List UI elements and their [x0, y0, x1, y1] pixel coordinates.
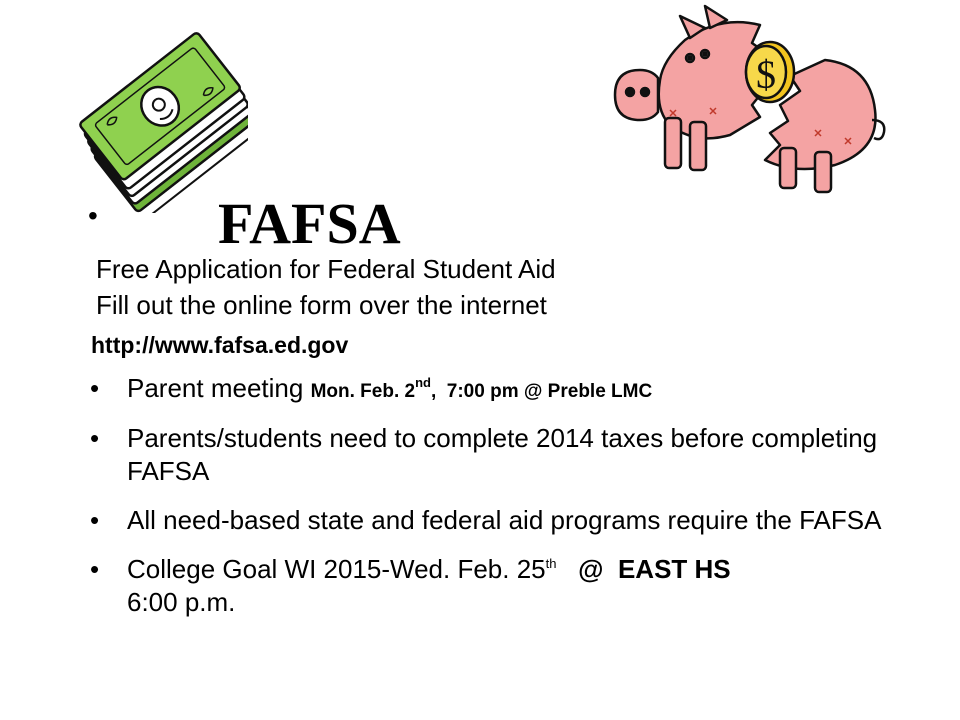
slide-title: FAFSA — [218, 191, 401, 256]
title-bullet: • — [88, 200, 98, 231]
money-stack-icon — [78, 28, 248, 213]
parent-meeting-date: Mon. Feb. 2 — [310, 381, 416, 402]
college-goal-time: 6:00 p.m. — [127, 587, 236, 617]
bullet-dot: • — [90, 554, 100, 584]
fafsa-url[interactable]: http://www.fafsa.ed.gov — [91, 332, 349, 358]
subtitle-line-1: Free Application for Federal Student Aid — [96, 254, 556, 284]
college-goal-lead: College Goal WI 2015-Wed. Feb. 25 — [127, 554, 546, 584]
bullet-aid — [90, 504, 890, 537]
college-goal-location: @ EAST HS — [556, 554, 731, 584]
college-goal-date-suffix: th — [545, 556, 557, 571]
bullet-dot: • — [90, 505, 100, 535]
bullet-college-goal — [90, 553, 890, 619]
bullet-taxes — [90, 422, 890, 488]
subtitle-line-2: Fill out the online form over the internet — [96, 290, 547, 320]
broken-piggy-bank-icon — [590, 0, 890, 215]
bullet-parent-meeting — [90, 372, 890, 408]
parent-meeting-lead: Parent meeting — [127, 373, 311, 403]
taxes-text: Parents/students need to complete 2014 taxes before completing FAFSA — [127, 423, 878, 486]
bullet-dot: • — [90, 423, 100, 453]
parent-meeting-time-location: , 7:00 pm @ Preble LMC — [430, 381, 653, 402]
bullet-list — [90, 372, 890, 635]
aid-text: All need-based state and federal aid programs require the FAFSA — [127, 505, 882, 535]
bullet-dot: • — [90, 373, 100, 403]
parent-meeting-date-suffix: nd — [415, 375, 431, 390]
svg-text:$: $ — [756, 52, 776, 97]
